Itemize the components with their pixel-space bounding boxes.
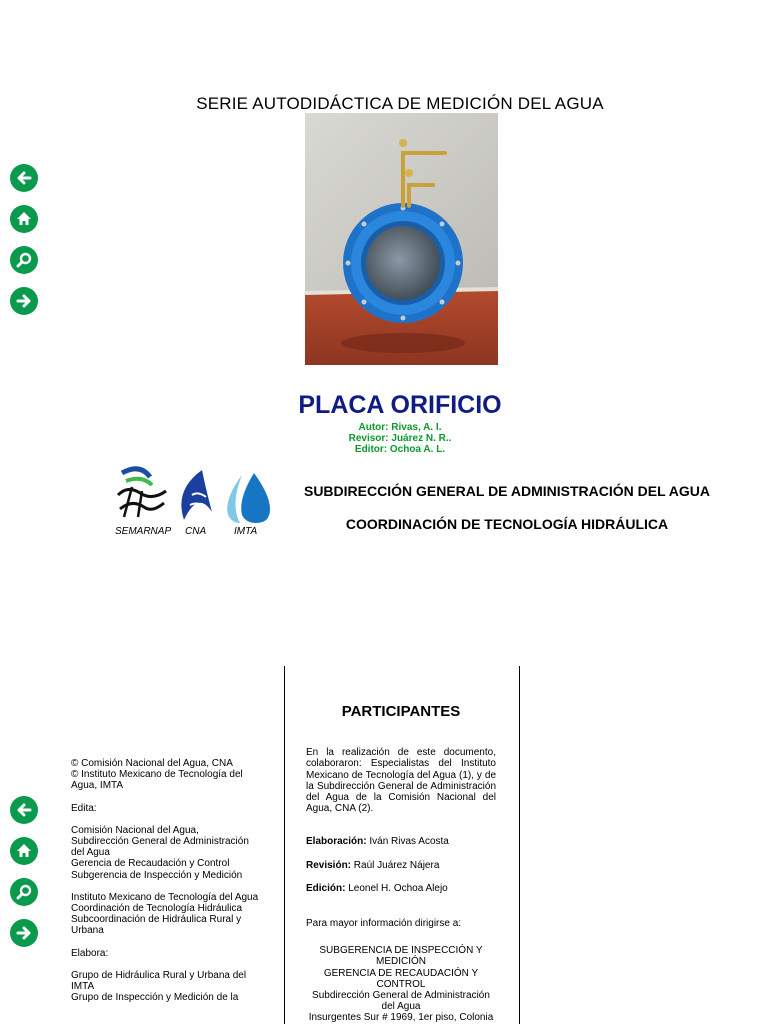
imta-line: Subcoordinación de Hidráulica Rural y Urbana xyxy=(71,914,242,937)
imta-line: Coordinación de Tecnología Hidráulica xyxy=(71,903,243,915)
home-icon xyxy=(14,209,34,229)
back-button[interactable] xyxy=(10,164,38,192)
participants-intro: En la realización de este documento, colaboraron: Especialistas del Instituto Mexicano de Tecnología del Agua (1), y de la Subdirección General de Administración del Agua de la Comisión Nacional del Agua, CNA (2). xyxy=(306,747,496,815)
edicion-value: Leonel H. Ochoa Alejo xyxy=(345,882,448,894)
credits-column xyxy=(71,758,261,1014)
column-divider-left xyxy=(284,666,285,1024)
reviewer-line: Revisor: Juárez N. R.. xyxy=(348,433,452,444)
editor-line: Editor: Ochoa A. L. xyxy=(354,444,446,455)
revision-value: Raúl Juárez Nájera xyxy=(351,859,440,871)
home-icon xyxy=(14,841,34,861)
document-title: PLACA ORIFICIO xyxy=(298,391,502,419)
elaboracion-label: Elaboración: xyxy=(306,836,367,848)
revision-label: Revisión: xyxy=(306,859,352,871)
edita-line: Comisión Nacional del Agua, xyxy=(71,824,199,836)
copyright-cna: © Comisión Nacional del Agua, CNA xyxy=(71,758,233,769)
author-line: Autor: Rivas, A. I. xyxy=(358,422,442,433)
next-button[interactable] xyxy=(10,287,38,315)
imta-line: Instituto Mexicano de Tecnología del Agua xyxy=(71,891,259,903)
address-line: SUBGERENCIA DE INSPECCIÓN Y MEDICIÓN xyxy=(319,945,483,968)
arrow-right-icon xyxy=(14,291,34,311)
copyright-imta: © Instituto Mexicano de Tecnología del Agua, IMTA xyxy=(71,769,243,792)
elabora-line: Grupo de Hidráulica Rural y Urbana del IMTA xyxy=(71,969,247,993)
institution-logos xyxy=(112,465,272,540)
search-icon xyxy=(14,250,34,270)
participants-column xyxy=(306,703,496,1024)
arrow-right-icon xyxy=(14,923,34,943)
orifice-plate-photo xyxy=(305,113,498,365)
org-coordinacion: COORDINACIÓN DE TECNOLOGÍA HIDRÁULICA xyxy=(345,516,669,532)
contact-address xyxy=(306,945,496,1023)
more-info-text: Para mayor información dirigirse a: xyxy=(306,918,462,930)
column-divider-right xyxy=(519,666,520,1024)
home-button[interactable] xyxy=(10,205,38,233)
series-title: SERIE AUTODIDÁCTICA DE MEDICIÓN DEL AGUA xyxy=(196,94,604,113)
elaboracion-value: Iván Rivas Acosta xyxy=(366,836,449,848)
home-button-page2[interactable] xyxy=(10,837,38,865)
elabora-label: Elabora: xyxy=(71,947,109,959)
arrow-left-icon xyxy=(14,168,34,188)
edita-label: Edita: xyxy=(71,802,97,814)
arrow-left-icon xyxy=(14,800,34,820)
address-line: Insurgentes Sur # 1969, 1er piso, Colonia xyxy=(308,1012,494,1024)
edita-line: Subdirección General de Administración del Agua xyxy=(71,836,249,859)
cna-label: CNA xyxy=(185,526,207,537)
semarnap-label: SEMARNAP xyxy=(115,526,172,537)
semarnap-cna-imta-logos xyxy=(112,465,272,525)
edicion-label: Edición: xyxy=(306,882,346,894)
address-line: GERENCIA DE RECAUDACIÓN Y CONTROL xyxy=(323,967,479,990)
edita-line: Subgerencia de Inspección y Medición xyxy=(71,869,243,881)
elabora-line: Grupo de Inspección y Medición de la xyxy=(71,992,239,1004)
back-button-page2[interactable] xyxy=(10,796,38,824)
imta-label: IMTA xyxy=(234,526,258,537)
org-subdireccion: SUBDIRECCIÓN GENERAL DE ADMINISTRACIÓN DEL AGUA xyxy=(303,483,711,499)
edita-line: Gerencia de Recaudación y Control xyxy=(71,858,230,870)
address-line: Subdirección General de Administración del Agua xyxy=(312,990,490,1013)
participants-heading: PARTICIPANTES xyxy=(341,703,461,720)
next-button-page2[interactable] xyxy=(10,919,38,947)
search-button-page2[interactable] xyxy=(10,878,38,906)
search-button[interactable] xyxy=(10,246,38,274)
search-icon xyxy=(14,882,34,902)
